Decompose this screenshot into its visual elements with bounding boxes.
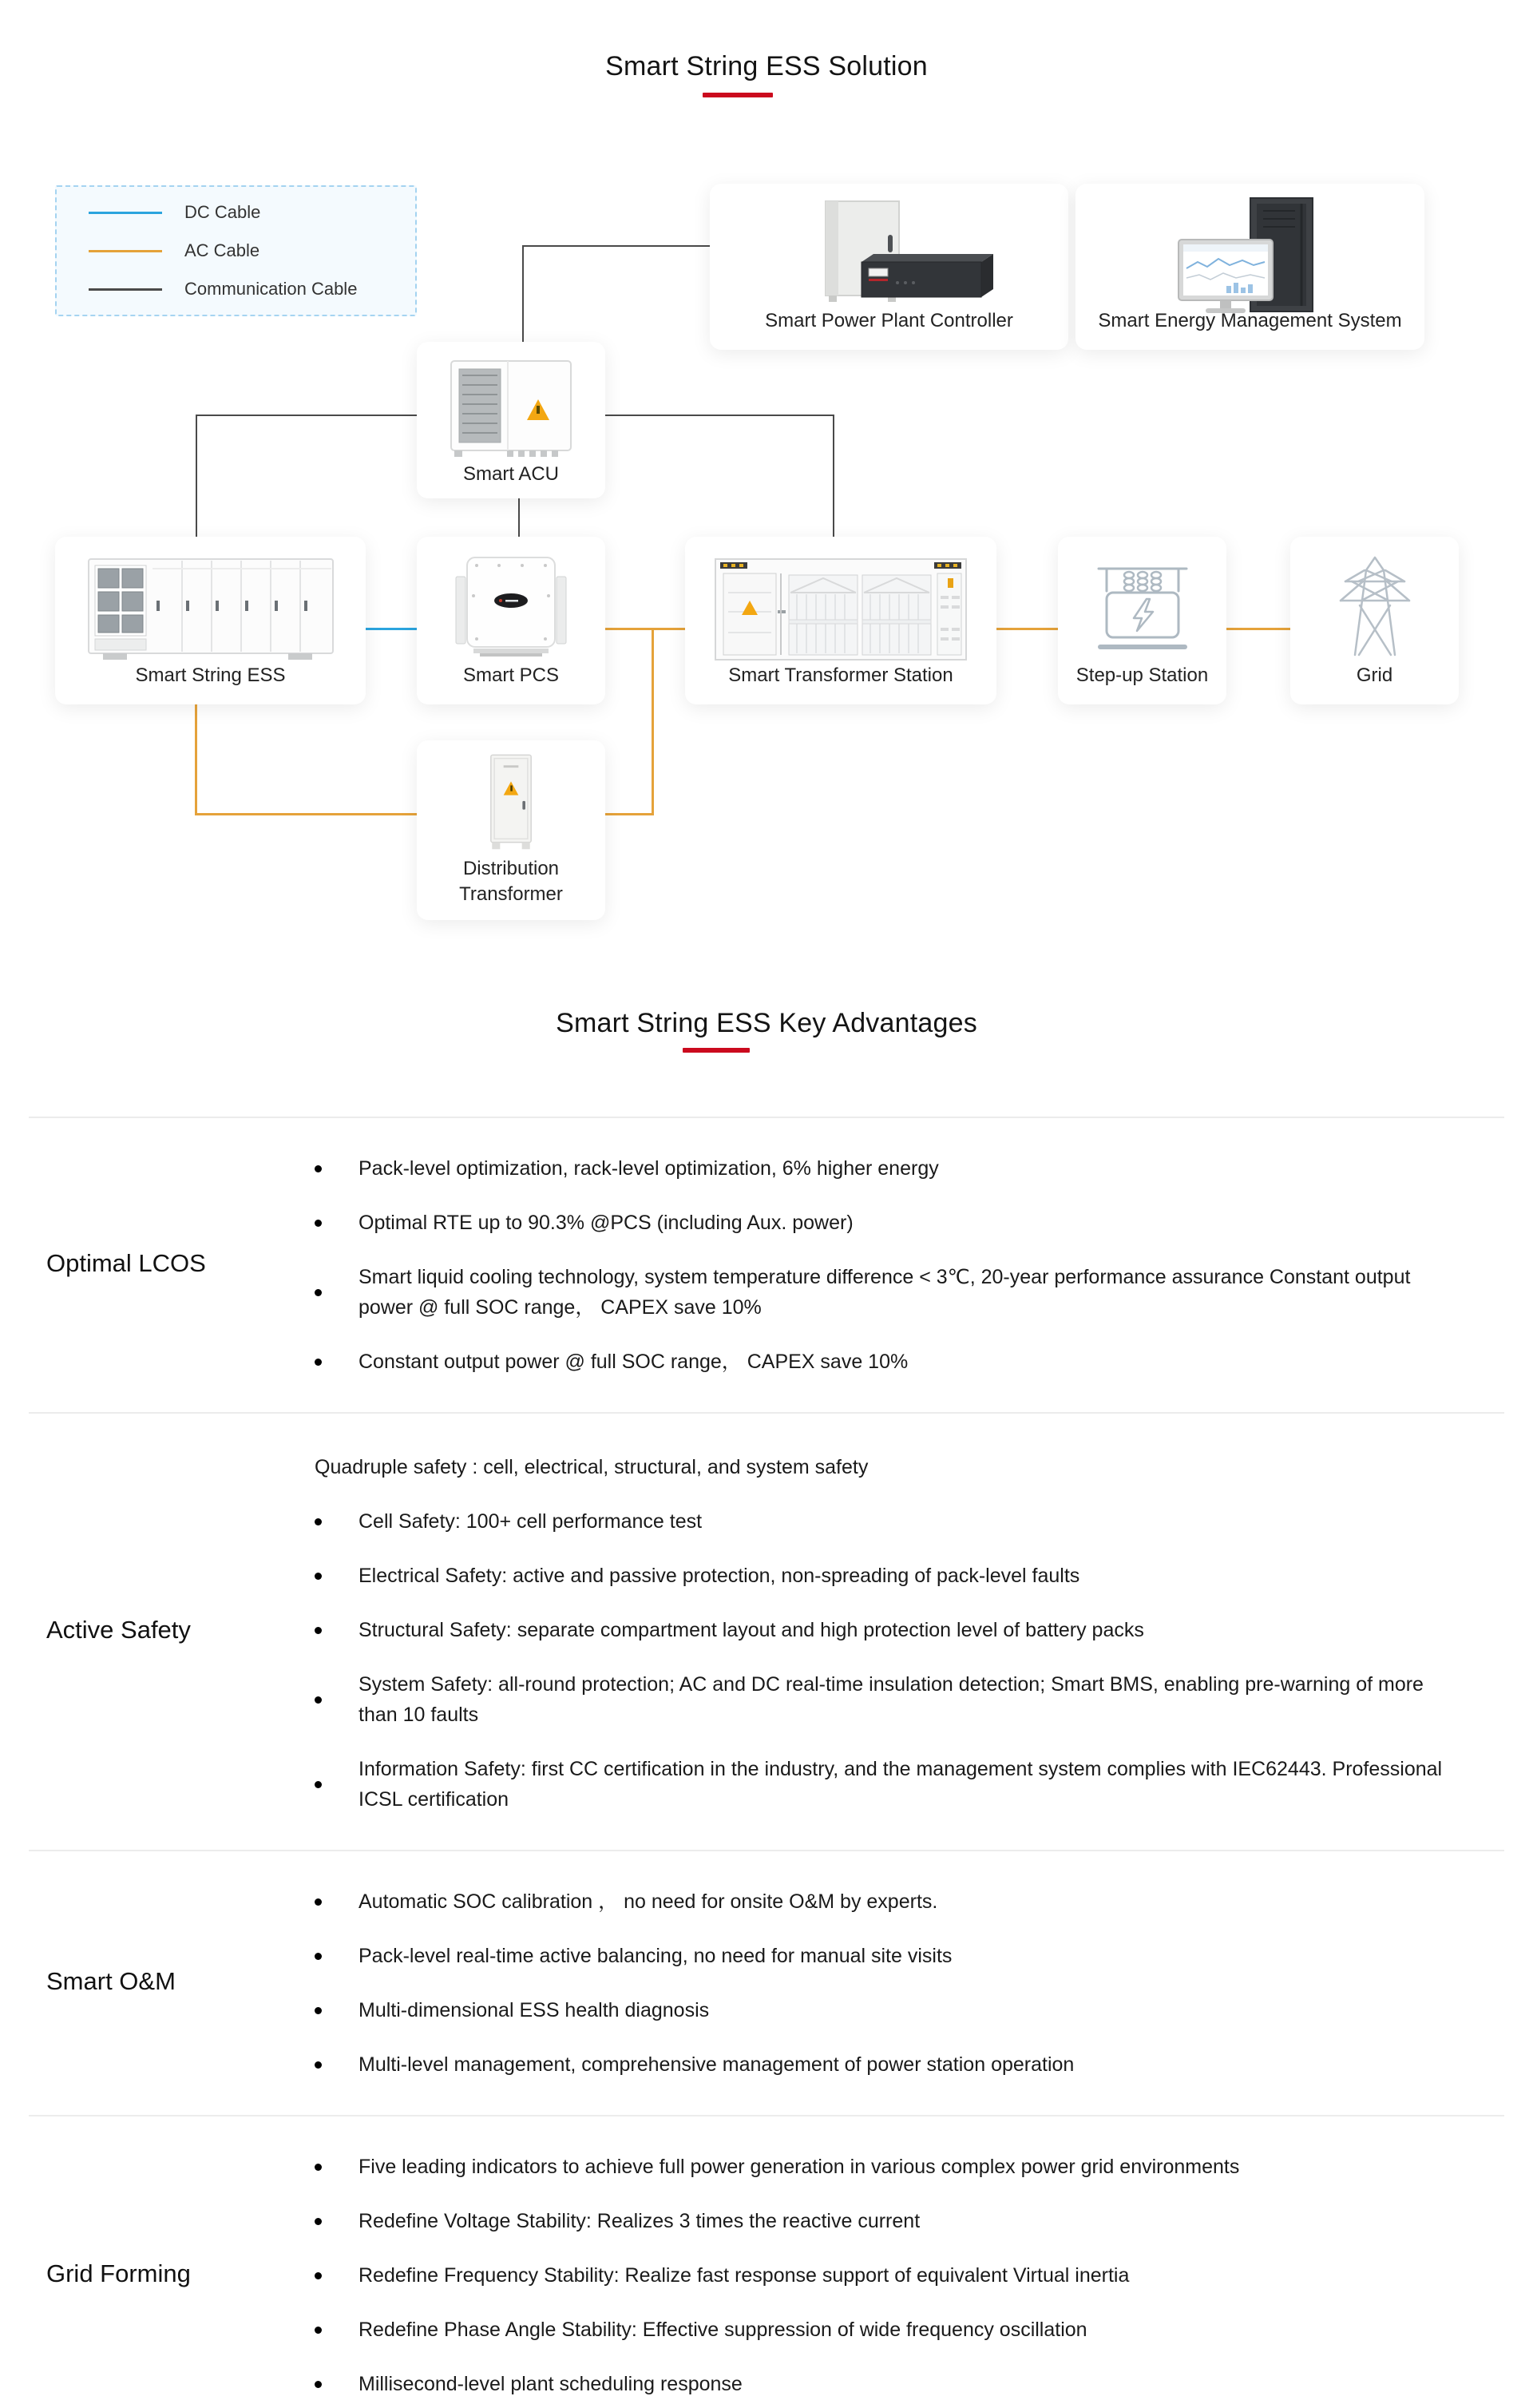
smart-acu-icon [417,353,605,466]
section-heading: Grid Forming [46,2259,191,2287]
bullet-dot [315,1165,322,1172]
bullet-dot [315,1573,322,1580]
bullet-item [315,1347,1456,1377]
card-smart-pcs [417,537,605,704]
bullet-dot [315,1359,322,1366]
ac-line [995,628,1060,630]
comm-line [833,415,834,538]
step-up-station-icon [1058,548,1226,661]
dc-cable-line-icon [89,212,162,214]
bullet-item [315,1208,1456,1238]
advantages-sections [29,1117,1504,2408]
node-label: Smart String ESS [135,664,286,686]
bullet-item [315,1506,1456,1537]
solution-title: Smart String ESS Solution [605,51,928,81]
bullet-item [315,2315,1456,2345]
bullet-item [315,1262,1456,1323]
bullet-item [315,1995,1456,2025]
node-label: Smart Power Plant Controller [765,310,1013,331]
bullet-item [315,2206,1456,2236]
bullet-dot [315,1220,322,1227]
bullet-text: Constant output power @ full SOC range， CAPEX save 10% [358,1351,909,1373]
cable-legend [55,185,417,316]
node-label: Smart ACU [462,463,560,485]
section-heading: Optimal LCOS [46,1249,206,1277]
comm-line [522,245,711,247]
bullet-list [315,2148,1456,2399]
bullet-dot [315,1781,322,1788]
bullet-dot [315,2381,322,2388]
node-label: Smart Transformer Station [728,664,953,686]
solution-diagram [0,0,1533,990]
energy-management-system-icon [1075,195,1424,315]
comm-line [196,415,418,416]
advantages-title: Smart String ESS Key Advantages [556,1008,977,1038]
comm-line [604,415,834,416]
ac-line [1225,628,1292,630]
bullet-dot [315,1953,322,1960]
bullet-item [315,1561,1456,1591]
bullet-text: Optimal RTE up to 90.3% @PCS (including Aux. power) [358,1212,854,1234]
bullet-dot [315,1518,322,1525]
card-energy-management-system [1075,184,1424,350]
bullet-text: Millisecond-level plant scheduling response [358,2373,743,2395]
bullet-item [315,2369,1456,2399]
bullet-text: Redefine Phase Angle Stability: Effective suppression of wide frequency oscillation [358,2319,1087,2341]
comm-line [196,415,197,538]
bullet-text: Electrical Safety: active and passive protection, non-spreading of pack-level faults [358,1565,1080,1587]
bullet-text: Pack-level optimization, rack-level optimization, 6% higher energy [358,1157,939,1180]
legend-label: DC Cable [184,202,261,222]
legend-row-comm [89,279,415,300]
ac-line [604,628,687,630]
card-smart-acu [417,342,605,498]
section-active-safety [29,1412,1504,1850]
section-heading: Active Safety [46,1616,191,1644]
bullet-text: Five leading indicators to achieve full power generation in various complex power grid environments [358,2156,1240,2178]
card-smart-transformer-station [685,537,996,704]
title-underline [683,1048,750,1053]
bullet-item [315,1886,1456,1917]
bullet-dot [315,2061,322,2069]
bullet-text: Smart liquid cooling technology, system temperature difference < 3℃, 20-year performance assurance Constant output power @ full SOC range， CAPEX save 10% [358,1266,1411,1319]
bullet-text: Multi-level management, comprehensive management of power station operation [358,2053,1075,2076]
bullet-item [315,1754,1456,1815]
bullet-list [315,1446,1456,1815]
bullet-list [315,1150,1456,1377]
ac-line [604,813,654,815]
card-grid [1290,537,1459,704]
distribution-transformer-icon [417,752,605,854]
bullet-item [315,1669,1456,1730]
card-smart-string-ess [55,537,366,704]
node-label: Distribution Transformer [459,858,563,905]
legend-row-ac [89,240,415,261]
section-grid-forming [29,2115,1504,2408]
legend-row-dc [89,202,415,223]
power-plant-controller-icon [710,195,1068,313]
node-label: Smart PCS [462,664,560,686]
legend-label: Communication Cable [184,279,358,299]
communication-cable-line-icon [89,288,162,291]
bullet-item [315,1615,1456,1645]
smart-string-ess-icon [55,548,366,668]
bullet-item [315,2152,1456,2182]
bullet-dot [315,1289,322,1296]
bullet-dot [315,2218,322,2225]
node-label: Step-up Station [1075,664,1209,686]
bullet-text: Redefine Frequency Stability: Realize fast response support of equivalent Virtual inertia [358,2264,1130,2287]
section-intro: Quadruple safety : cell, electrical, structural, and system safety [315,1456,869,1478]
section-smart-om [29,1850,1504,2115]
dc-line [364,628,418,630]
legend-label: AC Cable [184,240,260,260]
ac-line [195,813,418,815]
bullet-item [315,1153,1456,1184]
card-distribution-transformer [417,740,605,920]
bullet-dot [315,2164,322,2171]
ac-line [652,628,654,815]
bullet-dot [315,1627,322,1634]
section-heading: Smart O&M [46,1967,176,1995]
bullet-dot [315,1898,322,1906]
bullet-list [315,1883,1456,2080]
ac-line [195,703,197,815]
grid-tower-icon [1290,548,1459,661]
bullet-dot [315,1696,322,1704]
bullet-item [315,1941,1456,1971]
ac-cable-line-icon [89,250,162,252]
bullet-text: Multi-dimensional ESS health diagnosis [358,1999,710,2021]
bullet-text: Information Safety: first CC certification in the industry, and the management system complies with IEC62443. Professional ICSL certification [358,1758,1443,1811]
card-power-plant-controller [710,184,1068,350]
smart-pcs-icon [417,548,605,668]
comm-line [522,245,524,343]
bullet-text: Redefine Voltage Stability: Realizes 3 times the reactive current [358,2210,921,2232]
node-label: Grid [1356,664,1393,686]
card-step-up-station [1058,537,1226,704]
bullet-text: Cell Safety: 100+ cell performance test [358,1510,703,1533]
bullet-text: Pack-level real-time active balancing, no need for manual site visits [358,1945,953,1967]
bullet-dot [315,2327,322,2334]
bullet-dot [315,2007,322,2014]
bullet-item [315,2260,1456,2291]
bullet-text: System Safety: all-round protection; AC and DC real-time insulation detection; Smart BMS, enabling pre-warning of more than 10 faults [358,1673,1424,1726]
comm-line [518,497,520,538]
smart-transformer-station-icon [685,548,996,668]
bullet-text: Structural Safety: separate compartment layout and high protection level of battery packs [358,1619,1144,1641]
section-optimal-lcos [29,1117,1504,1412]
bullet-dot [315,2272,322,2279]
bullet-item [315,2049,1456,2080]
bullet-text: Automatic SOC calibration ， no need for onsite O&M by experts. [358,1890,938,1913]
node-label: Smart Energy Management System [1098,310,1402,331]
